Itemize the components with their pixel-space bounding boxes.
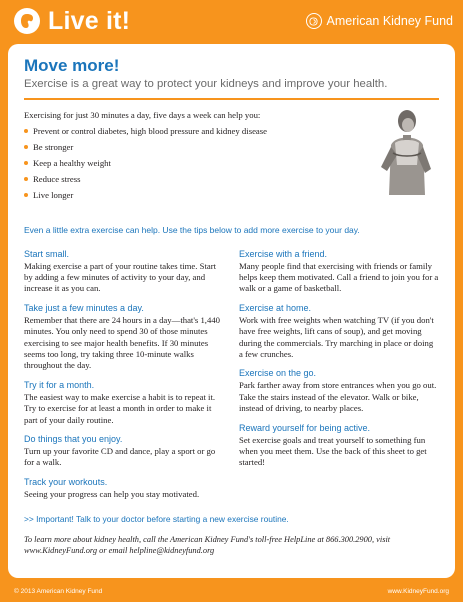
tip-body: The easiest way to make exercise a habit is to repeat it. Try to exercise for at least a month in order to make it part of your daily routine. <box>24 391 216 425</box>
tip-enjoy <box>24 434 224 469</box>
kidney-icon <box>14 8 40 34</box>
header-title: Live it! <box>48 6 131 35</box>
list-item: Prevent or control diabetes, high blood pressure and kidney disease <box>24 125 439 137</box>
header-bar <box>0 0 463 42</box>
tip-body: Set exercise goals and treat yourself to something fun when you meet them. Use the back of this sheet to get started! <box>239 434 427 468</box>
tip-heading: Take just a few minutes a day. <box>24 302 144 313</box>
tips-right-column <box>239 249 439 509</box>
bullet-icon <box>24 177 28 181</box>
tip-body: Park farther away from store entrances when you go out. Take the stairs instead of the elevator. Walk or bike, instead of driving, to nearby places. <box>239 380 437 414</box>
brand-left <box>14 7 130 36</box>
list-item: Keep a healthy weight <box>24 157 439 169</box>
tip-body: Making exercise a part of your routine takes time. Start by adding a few minutes of activity to your day, and increase it as you can. <box>24 260 217 294</box>
tip-heading: Exercise on the go. <box>239 368 317 379</box>
page-title: Move more! <box>24 56 120 75</box>
list-item: Be stronger <box>24 141 439 153</box>
tip-start-small <box>24 249 224 295</box>
tip-body: Many people find that exercising with friends or family helps keep them motivated. Call a friend to join you for a walk or a game of basketball. <box>239 260 439 294</box>
woman-exercising-illustration <box>377 105 435 201</box>
organization-name: American Kidney Fund <box>326 14 453 28</box>
tip-heading: Reward yourself for being active. <box>239 422 371 433</box>
page-subtitle: Exercise is a great way to protect your kidneys and improve your health. <box>24 78 388 90</box>
tip-heading: Exercise at home. <box>239 302 312 313</box>
tip-heading: Do things that you enjoy. <box>24 433 123 444</box>
tip-heading: Try it for a month. <box>24 379 95 390</box>
bullet-icon <box>24 161 28 165</box>
extra-exercise-line: Even a little extra exercise can help. Use the tips below to add more exercise to your day. <box>24 224 360 235</box>
tip-heading: Track your workouts. <box>24 476 108 487</box>
organization-brand <box>306 13 453 29</box>
american-kidney-fund-logo-icon <box>306 13 322 29</box>
list-item: Reduce stress <box>24 173 439 185</box>
tip-few-minutes <box>24 303 224 372</box>
bullet-icon <box>24 129 28 133</box>
tip-body: Work with free weights when watching TV (if you don't have free weights, lift cans of soup), and get moving during the commercials. Try marching in place or doing a few crunches. <box>239 314 434 359</box>
tip-heading: Exercise with a friend. <box>239 248 328 259</box>
copyright-text: © 2013 American Kidney Fund <box>14 587 103 595</box>
tips-left-column <box>24 249 224 509</box>
orange-divider <box>24 98 439 100</box>
important-notice: >> Important! Talk to your doctor before starting a new exercise routine. <box>24 514 289 525</box>
tip-on-the-go <box>239 368 439 414</box>
intro-text: Exercising for just 30 minutes a day, five days a week can help you: <box>24 109 261 120</box>
intro-section <box>24 109 439 217</box>
tip-friend <box>239 249 439 295</box>
tip-month <box>24 380 224 426</box>
bullet-icon <box>24 145 28 149</box>
list-item: Live longer <box>24 189 439 201</box>
tip-body: Remember that there are 24 hours in a day—that's 1,440 minutes. You only need to spend 30 of those minutes exercising to see major health benefits. If 30 minutes seems too long, try taking three 10-minute walks throughout the day. <box>24 314 221 371</box>
tip-reward <box>239 423 439 469</box>
website-link[interactable]: www.KidneyFund.org <box>387 587 449 595</box>
bullet-icon <box>24 193 28 197</box>
tip-heading: Start small. <box>24 248 70 259</box>
footer-bar <box>0 580 463 602</box>
tips-section <box>24 249 439 509</box>
contact-info: To learn more about kidney health, call the American Kidney Fund's toll-free HelpLine at 866.300.2900, visit www.KidneyFund.org or email helpline@kidneyfund.org <box>24 535 391 556</box>
tip-track <box>24 477 224 500</box>
content-panel <box>8 44 455 578</box>
tip-body: Seeing your progress can help you stay motivated. <box>24 488 200 499</box>
tip-body: Turn up your favorite CD and dance, play a sport or go for a walk. <box>24 445 216 468</box>
tip-home <box>239 303 439 361</box>
